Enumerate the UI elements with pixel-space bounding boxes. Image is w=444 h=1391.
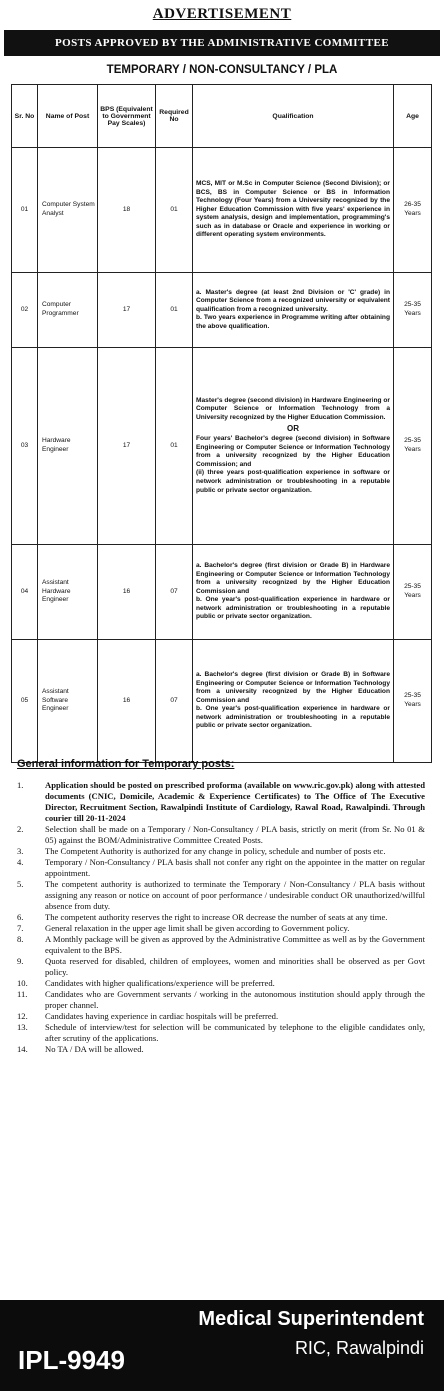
list-item-text: Schedule of interview/test for selection will be communicated by telephone to the eligible candidates only, after scrutiny of the applications. (45, 1022, 425, 1043)
list-item-number: 13. (17, 1022, 28, 1032)
bps-cell: 16 (98, 640, 156, 763)
list-item (17, 780, 425, 824)
required-cell: 07 (156, 640, 193, 763)
list-item (17, 879, 425, 912)
qualification-line: b. One year's post-qualification experience in hardware or network administration or troubleshooting in a reputable public or private sector organization. (196, 596, 390, 621)
list-item (17, 1022, 425, 1044)
list-item-text: Temporary / Non-Consultancy / PLA basis shall not confer any right on the appointee in the matter on regular appointment. (45, 857, 425, 878)
post-name-cell: Hardware Engineer (38, 348, 98, 545)
qualification-cell (193, 640, 394, 763)
col-header-qualification: Qualification (193, 85, 394, 148)
post-name-cell: Assistant Software Engineer (38, 640, 98, 763)
sr-cell: 03 (12, 348, 38, 545)
posts-subheading: TEMPORARY / NON-CONSULTANCY / PLA (106, 64, 338, 76)
list-item-number: 6. (17, 912, 24, 922)
list-item (17, 1011, 425, 1022)
list-item (17, 989, 425, 1011)
sr-cell: 04 (12, 545, 38, 640)
list-item (17, 934, 425, 956)
qualification-line: (ii) three years post-qualification experience in software or network administration or troubleshooting in a reputable public or private sector organization. (196, 469, 390, 494)
col-header-bps: BPS (Equivalent to Government Pay Scales) (98, 85, 156, 148)
col-header-post: Name of Post (38, 85, 98, 148)
qualification-line: Four years' Bachelor's degree (second division) in Software Engineering or Computer Science or Information Technology from a university recognized by the Higher Education Commission; and (196, 435, 390, 468)
list-item-number: 3. (17, 846, 24, 856)
list-item-number: 10. (17, 978, 28, 988)
age-cell: 25-35 Years (394, 545, 432, 640)
table-row (12, 148, 432, 273)
bps-cell: 18 (98, 148, 156, 273)
list-item-number: 9. (17, 956, 24, 966)
list-item-text: Candidates with higher qualifications/experience will be preferred. (45, 978, 275, 988)
list-item (17, 1044, 425, 1055)
bps-cell: 16 (98, 545, 156, 640)
list-item (17, 923, 425, 934)
required-cell: 01 (156, 348, 193, 545)
ipl-code: IPL-9949 (18, 1345, 125, 1375)
list-item (17, 912, 425, 923)
general-info-title: General information for Temporary posts: (17, 758, 235, 770)
list-item-number: 8. (17, 934, 24, 944)
col-header-required: Required No (156, 85, 193, 148)
list-item-text: The competent authority is authorized to terminate the Temporary / Non-Consultancy / PLA basis without assigning any reason or notice on account of poor performance / undesirable conduct OR unauthorized/willful absence from duty. (45, 879, 425, 911)
qualification-cell (193, 348, 394, 545)
advertisement-title: ADVERTISEMENT (152, 6, 292, 22)
required-cell: 07 (156, 545, 193, 640)
qualification-line: a. Master's degree (at least 2nd Division or 'C' grade) in Computer Science from a recognized university or equivalent qualification from a recognized university. (196, 288, 390, 313)
col-header-age: Age (394, 85, 432, 148)
qualification-line: a. Bachelor's degree (first division or Grade B) in Hardware Engineering or Computer Science or Information Technology from a university recognized by the Higher Education Commission and (196, 561, 390, 595)
list-item (17, 978, 425, 989)
list-item-text: The competent authority reserves the right to increase OR decrease the number of seats at any time. (45, 912, 388, 922)
list-item-number: 2. (17, 824, 24, 834)
age-cell: 25-35 Years (394, 348, 432, 545)
qualification-cell (193, 545, 394, 640)
qualification-line: a. Bachelor's degree (first division or Grade B) in Software Engineering or Computer Science or Information Technology from a university recognized by the Higher Education Commission and (196, 670, 390, 704)
qualification-line: b. Two years experience in Programme writing after obtaining the above qualification. (196, 314, 390, 330)
list-item-text: The Competent Authority is authorized for any change in policy, schedule and number of posts etc. (45, 846, 386, 856)
signatory-title: Medical Superintendent (198, 1308, 424, 1330)
list-item (17, 857, 425, 879)
table-header-row (12, 85, 432, 148)
age-cell: 25-35 Years (394, 273, 432, 348)
list-item-number: 5. (17, 879, 24, 889)
list-item-text: Candidates having experience in cardiac hospitals will be preferred. (45, 1011, 279, 1021)
bps-cell: 17 (98, 273, 156, 348)
qualification-line: MCS, MIT or M.Sc in Computer Science (Second Division); or BCS, BS in Computer Science or BS in Information Technology (Four Years) from a University recognized by the Higher Education Commission with five years' experience in system analysis, design and implementation, programming's such as in database or Oracle and experience in working or different operating system environments. (196, 179, 390, 239)
list-item-number: 14. (17, 1044, 28, 1054)
table-row (12, 273, 432, 348)
col-header-sr: Sr. No (12, 85, 38, 148)
qualification-cell (193, 273, 394, 348)
bps-cell: 17 (98, 348, 156, 545)
post-name-cell: Computer Programmer (38, 273, 98, 348)
required-cell: 01 (156, 273, 193, 348)
qualification-line: b. One year's post-qualification experience in hardware or network administration or troubleshooting in a reputable public or private sector organization. (196, 705, 390, 730)
list-item-text: General relaxation in the upper age limit shall be given according to Government policy. (45, 923, 350, 933)
table-row (12, 640, 432, 763)
list-item-number: 7. (17, 923, 24, 933)
qualification-cell (193, 148, 394, 273)
list-item-text: A Monthly package will be given as approved by the Administrative Committee as well as by the Government equivalent to the BPS. (45, 934, 425, 955)
footer-band (0, 1300, 444, 1391)
sr-cell: 01 (12, 148, 38, 273)
signatory-location: RIC, Rawalpindi (294, 1338, 424, 1358)
list-item (17, 846, 425, 857)
age-cell: 25-35 Years (394, 640, 432, 763)
post-name-cell: Assistant Hardware Engineer (38, 545, 98, 640)
list-item-number: 4. (17, 857, 24, 867)
committee-band: POSTS APPROVED BY THE ADMINISTRATIVE COMMITTEE (4, 30, 440, 56)
list-item-text: Application should be posted on prescribed proforma (available on www.ric.gov.pk) along with attested documents (CNIC, Domicile, Academic & Experience Certificates) to The Office of The Executive Director, Recruitment Section, Rawalpindi Institute of Cardiology, Rawal Road, Rawalpindi. Through courier till 20-11-2024 (45, 780, 425, 823)
list-item-number: 1. (17, 780, 24, 790)
qualification-or: OR (287, 423, 299, 433)
post-name-cell: Computer System Analyst (38, 148, 98, 273)
list-item-number: 11. (17, 989, 28, 999)
list-item-text: Candidates who are Government servants / working in the autonomous institution should apply through the proper channel. (45, 989, 425, 1010)
list-item-text: No TA / DA will be allowed. (45, 1044, 144, 1054)
list-item-text: Quota reserved for disabled, children of employees, women and minorities shall be observed as per Govt policy. (45, 956, 425, 977)
list-item (17, 956, 425, 978)
list-item-number: 12. (17, 1011, 28, 1021)
sr-cell: 05 (12, 640, 38, 763)
list-item (17, 824, 425, 846)
age-cell: 26-35 Years (394, 148, 432, 273)
general-info-list (17, 780, 425, 1055)
table-row (12, 348, 432, 545)
table-row (12, 545, 432, 640)
list-item-text: Selection shall be made on a Temporary / Non-Consultancy / PLA basis, strictly on merit (from Sr. No 01 & 05) against the BOM/Administrative Committee Created Posts. (45, 824, 425, 845)
sr-cell: 02 (12, 273, 38, 348)
posts-table (11, 84, 432, 763)
qualification-line: Master's degree (second division) in Hardware Engineering or Computer Science or Information Technology from a University recognized by the Higher Education Commission. (196, 396, 390, 421)
required-cell: 01 (156, 148, 193, 273)
